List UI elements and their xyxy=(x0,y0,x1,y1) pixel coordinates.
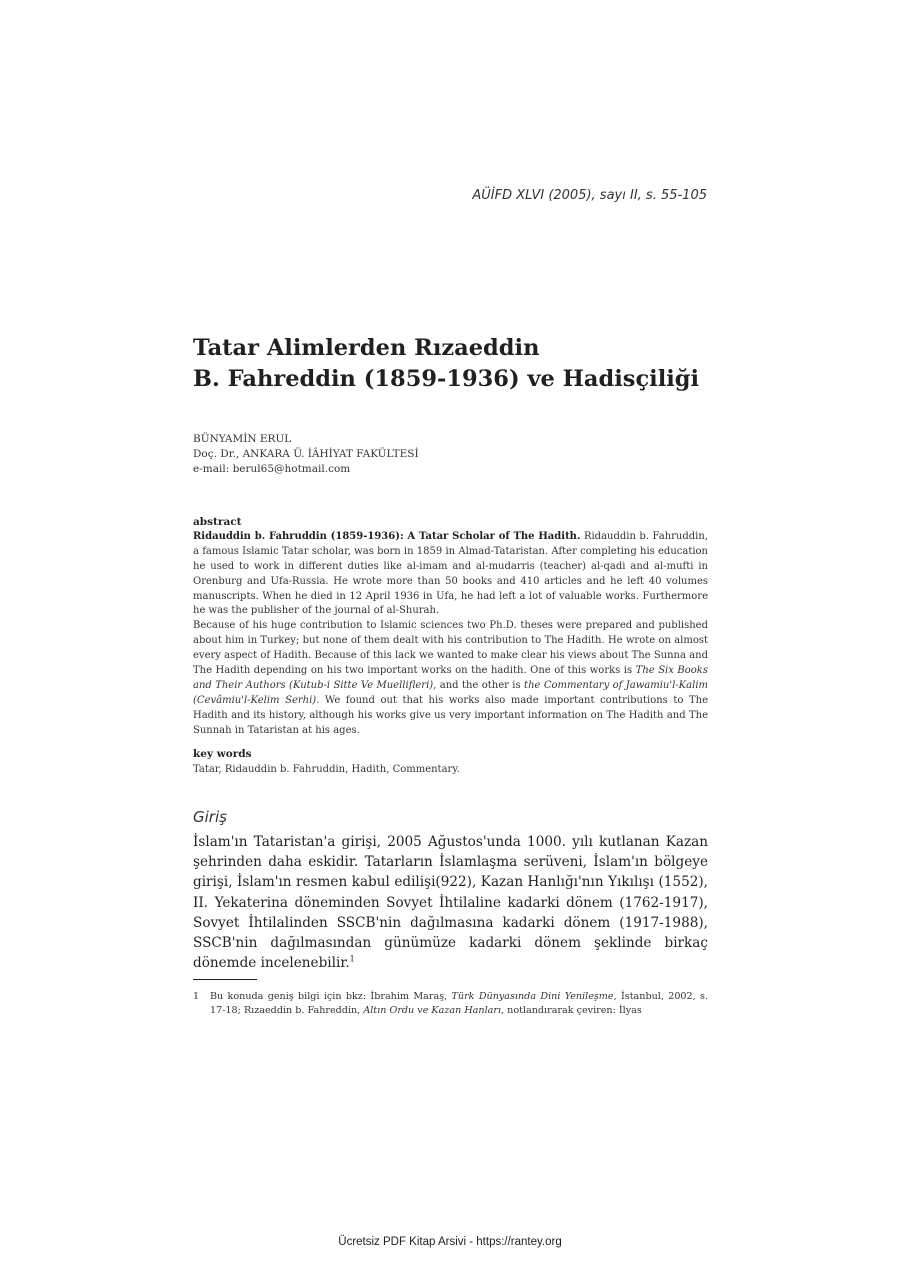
abstract-p2-start: Because of his huge contribution to Islamic sciences two Ph.D. theses were prepared and published about him in Turkey; but none of them dealt with his contribution to The Hadith. He wrote on almost every aspect of Hadith. Because of this lack we wanted to make clear his views about The Sunna and The Hadith depending on his two important works on the hadith. One of this works is xyxy=(193,620,708,677)
footnote-reference[interactable]: 1 xyxy=(349,954,355,964)
footnote-text-mid: İstanbul, 2002, s. 17-18; Rızaeddin b. Fahreddin, xyxy=(210,991,708,1016)
footnote-number: 1 xyxy=(193,991,200,1002)
site-footer-link[interactable]: Ücretsiz PDF Kitap Arsivi - https://rantey.org xyxy=(338,1236,562,1248)
abstract-paragraph-2 xyxy=(193,619,708,738)
abstract-lead: Ridauddin b. Fahruddin (1859-1936): A Tatar Scholar of The Hadith. xyxy=(193,530,581,542)
body-text: İslam'ın Tataristan'a girişi, 2005 Ağustos'unda 1000. yılı kutlanan Kazan şehrinden daha eskidir. Tatarların İslamlaşma serüveni, İslam'ın bölgeye girişi, İslam'ın resmen kabul edilişi(922), Kazan Hanlığı'nın Yıkılışı (1552), II. Yekaterina döneminden Sovyet İhtilaline kadarki dönem (1762-1917), Sovyet İhtilalinden SSCB'nin dağılmasına kadarki dönem (1917-1988), SSCB'nin dağılmasından günümüze kadarki dönem şeklinde birkaç dönemde incelenebilir. xyxy=(193,834,708,972)
abstract-p2-italic-1: The Six Books and Their Authors (Kutub-i Sitte Ve Muellifleri), xyxy=(193,665,708,691)
footnote-italic-1: Türk Dünyasında Dini Yenileşme, xyxy=(451,991,617,1002)
footnote-text-start: Bu konuda geniş bilgi için bkz: İbrahim Maraş, xyxy=(210,991,448,1002)
footnote xyxy=(193,990,708,1018)
abstract-p2-italic-2: the Commentary of Jawamiu'l-Kalim (Cevâmiu'l-Kelim Serhi) xyxy=(193,679,708,706)
keywords-section xyxy=(193,747,708,777)
keywords-text: Tatar, Ridauddin b. Fahruddin, Hadith, Commentary. xyxy=(193,764,460,775)
author-block xyxy=(193,432,713,477)
abstract-section xyxy=(193,515,708,739)
author-email: e-mail: berul65@hotmail.com xyxy=(193,463,351,475)
abstract-p1-text: Ridauddin b. Fahruddin, a famous Islamic Tatar scholar, was born in 1859 in Almad-Tataristan. After completing his education he used to work in different duties like al-imam and al-mudarris (teacher) al-qadi and al-mufti in Orenburg and Ufa-Russia. He wrote more than 50 books and 410 articles and he left 40 volumes manuscripts. When he died in 12 April 1936 in Ufa, he had left a lot of valuable works. Furthermore he was the publisher of the journal of al-Shurah. xyxy=(193,530,708,617)
footnote-text-end: notlandırarak çeviren: İlyas xyxy=(507,1005,642,1016)
author-affiliation: Doç. Dr., ANKARA Ü. İÂHİYAT FAKÜLTESİ xyxy=(193,448,419,460)
footnote-text xyxy=(210,990,708,1018)
abstract-paragraph-1 xyxy=(193,530,708,619)
title-line-2: B. Fahreddin (1859-1936) ve Hadisçiliği xyxy=(193,366,700,392)
body-paragraph xyxy=(193,832,708,973)
footnote-italic-2: Altın Ordu ve Kazan Hanları, xyxy=(363,1005,505,1016)
keywords-heading: key words xyxy=(193,748,252,760)
author-name: BÜNYAMİN ERUL xyxy=(193,433,292,445)
section-title: Giriş xyxy=(193,808,227,826)
title-line-1: Tatar Alimlerden Rızaeddin xyxy=(193,335,540,361)
abstract-heading: abstract xyxy=(193,516,242,528)
abstract-p2-mid: and the other is xyxy=(439,679,521,691)
abstract-p2-end: . We found out that his works also made important contributions to The Hadith and its history, although his works give us very important information on The Hadith and The Sunnah in Tataristan at his ages. xyxy=(193,694,708,736)
footnote-divider xyxy=(193,979,257,980)
article-title xyxy=(193,333,713,395)
journal-reference: AÜİFD XLVI (2005), sayı II, s. 55-105 xyxy=(472,188,707,203)
